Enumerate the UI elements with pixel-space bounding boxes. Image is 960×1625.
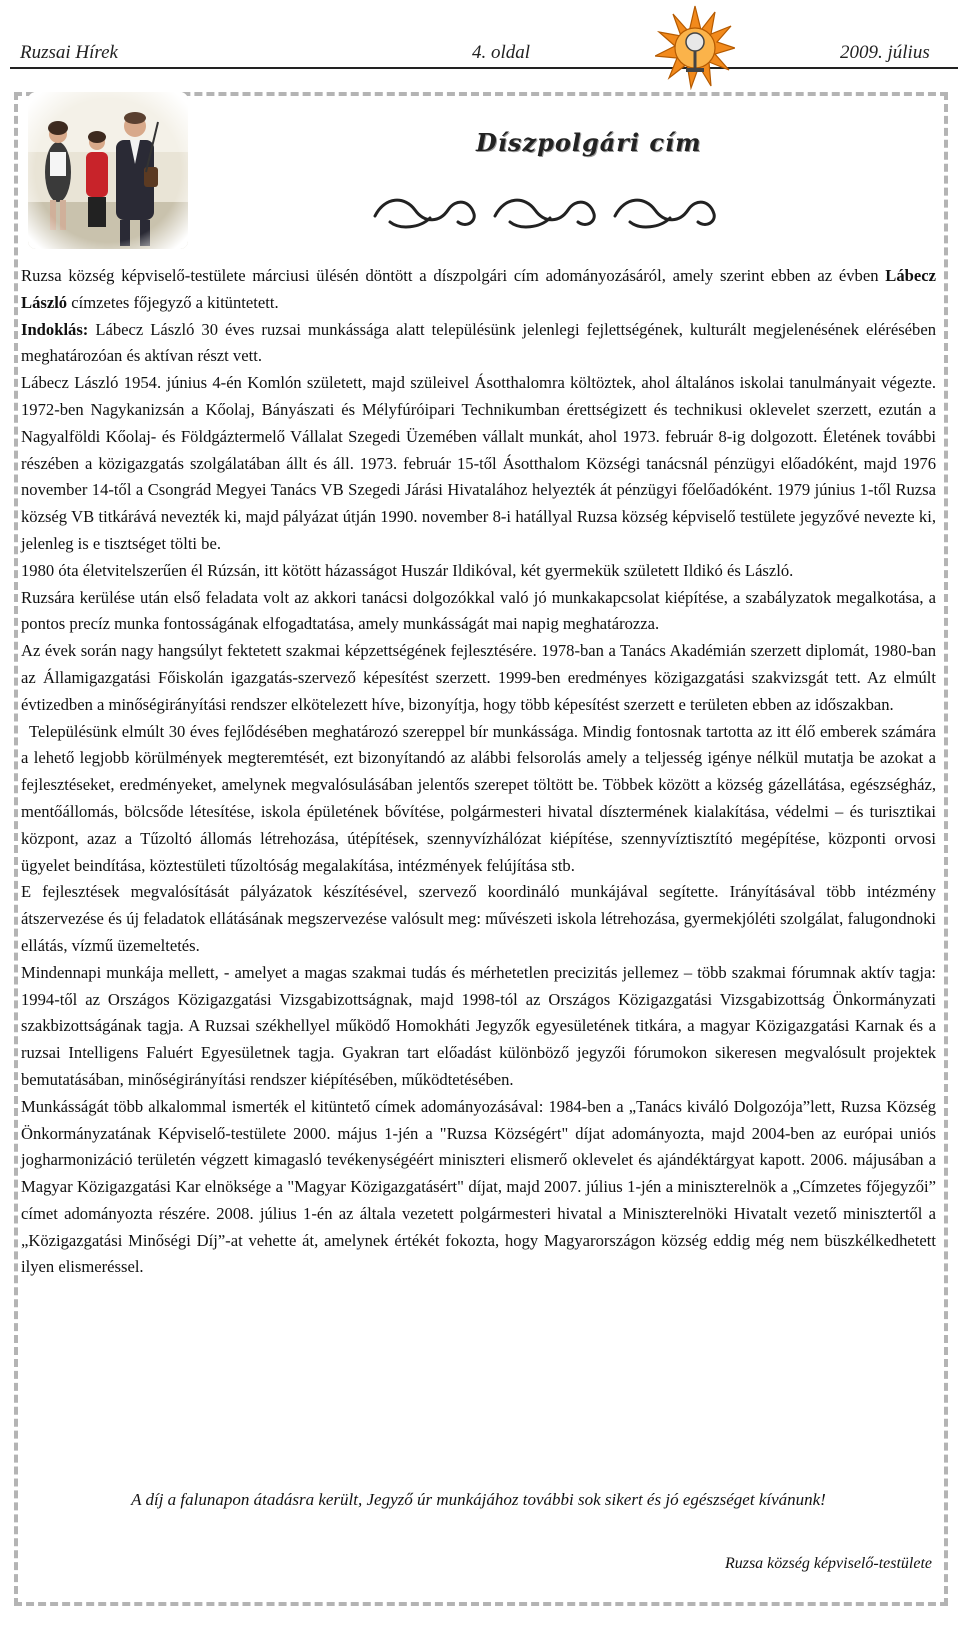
article-paragraph: Mindennapi munkája mellett, - amelyet a magas szakmai tudás és mérhetetlen precizitás jellemez – több szakmai fórumnak aktív tagja: 1994-től az Országos Közigazgatási Vizsgabizottságnak, majd 1998-tól az Országos Közigazgatási Vizsgabizottság Önkormányzati szakbizottságának tagja. A Ruzsai székhellyel működő Homokháti Jegyzők egyesületének titkára, a magyar Közigazgatási Karnak és a ruzsai Intelligens Faluért Egyesületnek tagja. Gyakran tart előadást különböző jegyzői fórumokon sikeresen megvalósult projektek bemutatásában, minőségirányítási rendszer kiépítésében, működtetésében. [21,962,936,1089]
justification-label: Indoklás: [21,319,89,339]
publication-name: Ruzsai Hírek [20,42,118,63]
closing-wish: A díj a falunapon átadásra került, Jegyző úr munkájához további sok sikert és jó egészséget kívánunk! [131,1490,826,1509]
article-paragraph: E fejlesztések megvalósítását pályázatok készítésével, szervező koordináló munkájával segítette. Irányításával több intézmény átszervezése és új feladatok ellátásának megszervezése valósult meg: művészeti iskola létrehozása, gyermekjóléti szolgálat, falugondnoki ellátás, vízmű üzemeltetés. [21,882,936,955]
issue-date: 2009. július [840,42,930,63]
page-number: 4. oldal [472,42,531,63]
article-paragraph: Az évek során nagy hangsúlyt fektetett szakmai képzettségének fejlesztésére. 1978-ban a Tanács Akadémián szerzett diplomát, 1980-ban az Államigazgatási Főiskolán igazgatás-szervező képesítést szerzett. 1999-ben eredményes közigazgatási szakvizsgát tett. Az elmúlt évtizedben a minőségirányítási rendszer elkötelezett híve, bizonyítja, hogy több képesítést szerzett e területen ebben az időszakban. [21,641,936,714]
article-paragraph: Indoklás: Lábecz László 30 éves ruzsai munkássága alatt településünk jelenlegi fejlettségének, kulturált megjelenésének elérésében meghatározóan és aktívan részt vett. [21,319,936,366]
article-title: Díszpolgári cím [476,128,702,157]
article-body [21,263,936,1281]
article-paragraph: Ruzsára kerülése után első feladata volt az akkori tanácsi dolgozókkal való jó munkakapcsolat kiépítése, a szabályzatok megalkotása, a pontos precíz munka fontosságának elfogadtatása, amely munkásságát mai napig meghatározza. [21,587,936,634]
page-header [20,36,960,70]
article-paragraph: Lábecz László 1954. június 4-én Komlón született, majd szüleivel Ásotthalomra költöztek, ahol általános iskolai tanulmányait végezte. 1972-ben Nagykanizsán a Kőolaj, Bányászati és Mélyfúróipari Technikumban érettségizett és technikusi oklevelet szerzett, ezután a Nagyalföldi Kőolaj- és Földgáztermelő Vállalat Szegedi Üzemében vállalt munkát, ahol 1973. február 8-ig dolgozott. Életének további részében a közigazgatás szolgálatában állt és áll. 1973. február 15-től Ásotthalom Községi tanácsnál pénzügyi előadóként, majd 1976 november 14-től a Csongrád Megyei Tanács VB Szegedi Járási Hivatalához helyezték át pénzügyi főelőadóként. 1979 június 1-től Ruzsa község VB titkárává nevezték ki, majd pályázat útján 1990. november 8-i hatállyal Ruzsa község képviselő testülete jegyzővé nevezte ki, jelenleg is e tisztséget tölti be. [21,373,936,553]
article-paragraph: Településünk elmúlt 30 éves fejlődésében meghatározó szereppel bír munkássága. Mindig fontosnak tartotta az itt élő emberek számára a lehető legjobb körülmények megteremtését, ezt bizonyítandó az alábbi felsorolás amely a teljesség igénye nélkül mutatja be azokat a fejlesztéseket, eredményeket, amelynek megvalósulásában jelentős szerepet töltött be. Többek között a község gázellátása, egészségház, mentőállomás, bölcsőde létesítése, iskola épületének bővítése, polgármesteri hivatal dísztermének kialakítása, védelmi – és turisztikai központ, azaz a Tűzoltó állomás létrehozása, útépítések, szennyvízhálózat kiépítése, szennyvíztisztító megépítése, központi orvosi ügyelet beindítása, köztestületi tűzoltóság megalakítása, intézmények felújítása stb. [21,721,936,875]
article-paragraph: Ruzsa község képviselő-testülete márciusi ülésén döntött a díszpolgári cím adományozásáról, amely szerint ebben az évben Lábecz László címzetes főjegyző a kitüntetett. [21,266,936,312]
article-paragraph: 1980 óta életvitelszerűen él Rúzsán, itt kötött házasságot Huszár Ildikóval, két gyermekük született Ildikó és László. [21,560,794,580]
header-rule [10,67,958,69]
signature: Ruzsa község képviselő-testülete [724,1555,932,1572]
sun-with-microphone-icon [655,4,735,90]
ceremony-photo [28,92,188,249]
flourish-ornament-icon [370,188,730,234]
honoree-name: Lábecz László [21,266,936,312]
article-paragraph: Munkásságát több alkalommal ismerték el kitüntető címek adományozásával: 1984-ben a „Tanács kiváló Dolgozója”lett, Ruzsa Község Önkormányzatának Képviselő-testülete 2000. május 1-jén a "Ruzsa Községért" díjat adományozta, majd 2004-ben az európai uniós jogharmonizáció területén végzett kimagasló tevékenységéért miniszteri elismerő oklevelet és ajándéktárgyat kapott. 2006. májusában a Magyar Közigazgatási Kar elnöksége a "Magyar Közigazgatásért" díjat, majd 2007. július 1-jén a miniszterelnök a „Címzetes főjegyzői” címet adományozta részére. 2008. július 1-én az általa vezetett polgármesteri hivatal a Miniszterelnöki Hivatalt vezető minisztertől a „Közigazgatási Minőségi Díj”-at vehette át, amelynek értékét fokozta, hogy Magyarországon község eddig még nem büszkélkedhetett ilyen elismeréssel. [21,1096,936,1277]
